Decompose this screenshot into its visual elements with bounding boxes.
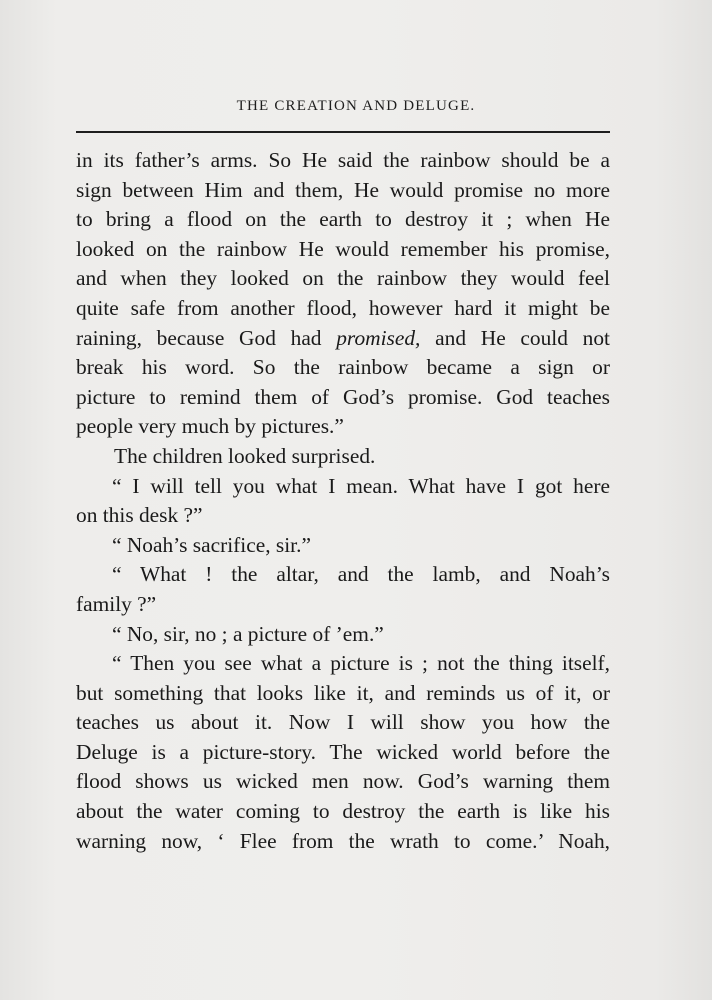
text-line: family ?” — [76, 591, 157, 616]
header-rule — [76, 131, 610, 133]
text-line: teaches us about it. Now I will show you how the — [76, 710, 610, 735]
text-line: Deluge is a picture-story. The wicked world before the — [76, 739, 610, 764]
text-line: about the water coming to destroy the earth is like his — [76, 799, 610, 824]
text-line: flood shows us wicked men now. God’s warning them — [76, 769, 610, 794]
text-line: on this desk ?” — [76, 503, 203, 528]
text-line: but something that looks like it, and reminds us of it, or — [76, 680, 610, 705]
text-line: and when they looked on the rainbow they would feel — [76, 266, 610, 291]
text-line-with-italic — [76, 324, 610, 354]
italic-word: promised, — [336, 325, 421, 350]
running-head: THE CREATION AND DELUGE. — [236, 98, 476, 114]
text-line: “ I will tell you what I mean. What have I got here — [112, 473, 610, 498]
text-segment: raining, because God had — [76, 325, 322, 350]
text-line: “ What ! the altar, and the lamb, and Noah’s — [112, 562, 610, 587]
body-text — [76, 146, 610, 856]
text-line: sign between Him and them, He would promise no more — [76, 177, 610, 202]
text-line: The children looked surprised. — [114, 443, 376, 468]
text-line: “ Noah’s sacrifice, sir.” — [112, 532, 311, 557]
text-line: warning now, ‘ Flee from the wrath to come.’ Noah, — [76, 828, 610, 853]
text-segment: and He could not — [435, 325, 610, 350]
text-line: “ No, sir, no ; a picture of ’em.” — [112, 621, 384, 646]
text-line: to bring a flood on the earth to destroy it ; when He — [76, 207, 610, 232]
text-line: looked on the rainbow He would remember his promise, — [76, 236, 610, 261]
text-line: “ Then you see what a picture is ; not the thing itself, — [112, 651, 610, 676]
text-line: in its father’s arms. So He said the rainbow should be a — [76, 148, 610, 172]
text-line: people very much by pictures.” — [76, 414, 344, 439]
text-line: break his word. So the rainbow became a sign or — [76, 355, 610, 380]
text-line: picture to remind them of God’s promise. God teaches — [76, 384, 610, 409]
text-line: quite safe from another flood, however hard it might be — [76, 295, 610, 320]
